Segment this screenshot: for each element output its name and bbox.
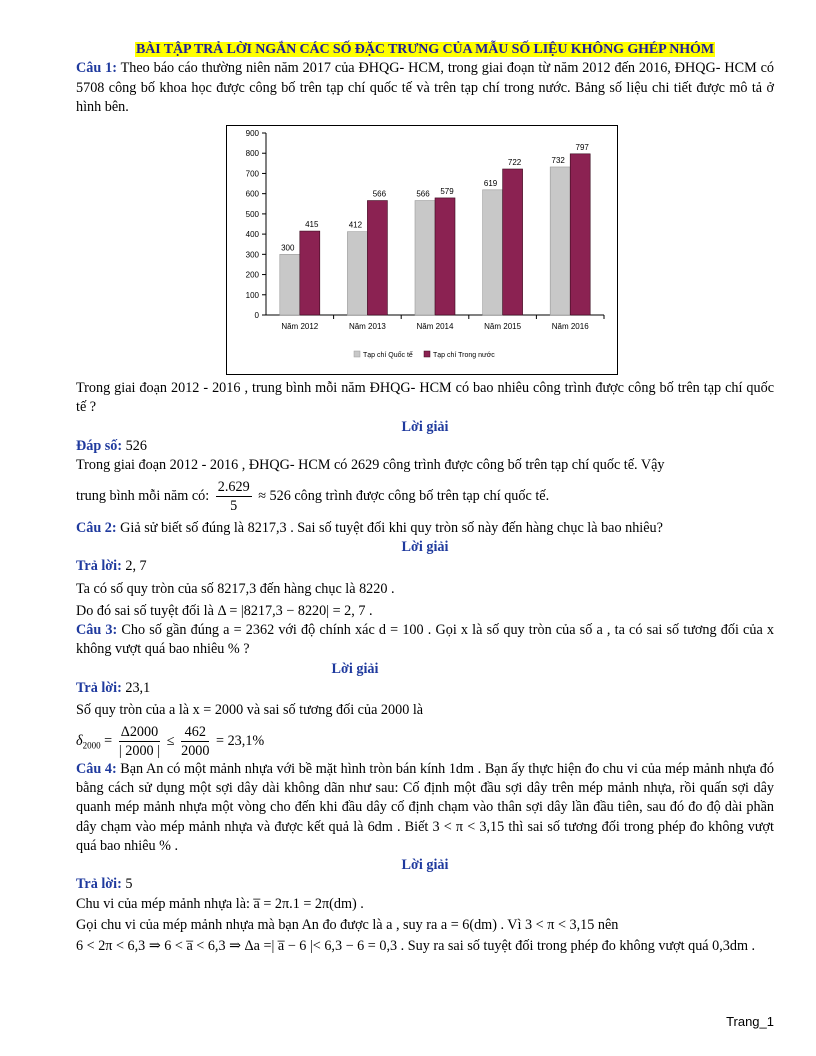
answer-line: [76, 437, 774, 456]
question-text: Theo báo cáo thường niên năm 2017 của ĐHQG- HCM, trong giai đoạn từ năm 2012 đến 2016, ĐHQG- HCM có 5708 công bố khoa học được công bố trên tạp chí quốc tế và trên tạp chí trong nước. Bảng số liệu chi tiết được mô tả ở hình bên.: [76, 60, 774, 115]
question-label: Câu 4:: [76, 760, 117, 777]
bar: [503, 169, 523, 315]
answer-label: Trả lời:: [76, 876, 122, 893]
bar: [367, 201, 387, 315]
bar: [435, 198, 455, 315]
solution-text: Do đó sai số tuyệt đối là Δ = |8217,3 − 8220| = 2, 7 .: [76, 602, 373, 619]
question-text: Cho số gần đúng a = 2362 với độ chính xác d = 100 . Gọi x là số quy tròn của số a , ta có sai số tương đối của x không vượt quá bao nhiêu % ?: [76, 622, 774, 658]
bar: [415, 201, 435, 315]
answer-value: 2, 7: [125, 558, 147, 575]
answer-label: Đáp số:: [76, 438, 123, 455]
solution-text: 6 < 2π < 6,3 ⇒ 6 < a̅ < 6,3 ⇒ Δa =| a̅ − 6 |< 6,3 − 6 = 0,3 . Suy ra sai số tuyệt đối trong phép đo không vượt quá 0,3dm .: [76, 938, 756, 955]
question-1: [76, 59, 774, 117]
bar: [483, 190, 503, 315]
answer-value: 5: [125, 876, 133, 893]
data-label: 566: [372, 189, 387, 199]
y-tick-label: 800: [245, 149, 259, 159]
legend-swatch: [354, 351, 360, 357]
y-tick-label: 0: [254, 311, 259, 321]
question-label: Câu 2:: [76, 519, 117, 536]
question-4: [76, 760, 774, 856]
answer-line: [76, 875, 774, 894]
solution-text: Trong giai đoạn 2012 - 2016 , ĐHQG- HCM có 2629 công trình được công bố trên tạp chí quốc tế. Vậy: [76, 457, 665, 474]
page-footer: Trang_1: [726, 1014, 774, 1029]
solution-text: Gọi chu vi của mép mảnh nhựa mà bạn An đo được là a , suy ra a = 6(dm) . Vì 3 < π < 3,15 nên: [76, 917, 619, 934]
document-page: [76, 40, 774, 957]
solution-formula: $\delta_{2000}$ = $\frac{\Delta 2000}{| 2000 |}$ ≤ $\frac{462}{2000}$ = 23,1%: [76, 723, 265, 759]
bar-chart: [226, 125, 618, 375]
legend-swatch: [424, 351, 430, 357]
fraction: $\frac{\Delta 2000}{| 2000 |}$: [118, 723, 161, 759]
question-text: Giả sử biết số đúng là 8217,3 . Sai số tuyệt đối khi quy tròn số này đến hàng chục là bao nhiêu?: [120, 519, 663, 536]
data-label: 412: [348, 220, 363, 230]
data-label: 300: [281, 243, 295, 253]
fraction: $\frac{462}{2000}$: [181, 723, 210, 759]
solution-heading: Lời giải: [401, 857, 449, 874]
y-tick-label: 200: [245, 270, 259, 280]
x-tick-label: Năm 2015: [484, 322, 522, 332]
solution-text: Ta có số quy tròn của số 8217,3 đến hàng chục là 8220 .: [76, 580, 395, 597]
answer-line: [76, 679, 774, 698]
answer-label: Trả lời:: [76, 680, 122, 697]
question-3: [76, 621, 774, 660]
page-title: BÀI TẬP TRẢ LỜI NGẮN CÁC SỐ ĐẶC TRƯNG CỦA MẪU SỐ LIỆU KHÔNG GHÉP NHÓM: [136, 42, 714, 57]
y-tick-label: 400: [245, 230, 259, 240]
question-label: Câu 1:: [76, 60, 117, 77]
question-text: Bạn An có một mảnh nhựa với bề mặt hình tròn bán kính 1dm . Bạn ấy thực hiện đo chu vi của mép mảnh nhựa đó bằng cách sử dụng một sợi dây dài không dãn như sau: Cố định một đầu sợi dây trên mép mảnh nhựa, rồi quấn sợi dây quanh mép mảnh nhựa một vòng cho đến khi đầu dây cố định chạm vào thân sợi dây lần đầu tiên, sau đó đo độ dài phần dây chạm vào mép mảnh nhựa và được kết quả là 6dm . Biết 3 < π < 3,15 thì sai số tương đối trong phép đo không vượt quá bao nhiêu % .: [76, 760, 774, 854]
y-tick-label: 500: [245, 210, 259, 220]
y-tick-label: 300: [245, 250, 259, 260]
y-tick-label: 600: [245, 189, 259, 199]
data-label: 797: [575, 143, 589, 153]
legend-label: Tạp chí Quốc tế: [363, 352, 413, 360]
solution-heading: Lời giải: [401, 538, 449, 555]
y-tick-label: 900: [245, 129, 259, 139]
bar: [300, 231, 320, 315]
data-label: 732: [551, 156, 565, 166]
question-1-prompt: Trong giai đoạn 2012 - 2016 , trung bình mỗi năm ĐHQG- HCM có bao nhiêu công trình được công bố trên tạp chí quốc tế ?: [76, 380, 774, 416]
data-label: 722: [507, 158, 522, 168]
answer-label: Trả lời:: [76, 558, 122, 575]
data-label: 579: [440, 187, 454, 197]
x-tick-label: Năm 2013: [348, 322, 386, 332]
chart-svg: [226, 125, 618, 375]
answer-value: 23,1: [125, 680, 151, 697]
question-2: [76, 519, 774, 538]
bar: [550, 167, 570, 315]
data-label: 566: [416, 189, 430, 199]
answer-value: 526: [125, 438, 147, 455]
y-tick-label: 700: [245, 169, 259, 179]
y-tick-label: 100: [245, 290, 259, 300]
legend-label: Tạp chí Trong nước: [433, 352, 495, 360]
x-tick-label: Năm 2014: [416, 322, 454, 332]
data-label: 619: [483, 179, 498, 189]
x-tick-label: Năm 2016: [551, 322, 589, 332]
data-label: 415: [305, 220, 319, 230]
x-tick-label: Năm 2012: [281, 322, 319, 332]
answer-line: [76, 557, 774, 576]
solution-heading: Lời giải: [401, 418, 449, 435]
question-label: Câu 3:: [76, 622, 118, 639]
solution-heading: Lời giải: [331, 660, 379, 677]
solution-formula: trung bình mỗi năm có: $\frac{2.629}{5}$ ≈ 526 công trình được công bố trên tạp chí quốc tế.: [76, 478, 550, 514]
solution-text: Số quy tròn của a là x = 2000 và sai số tương đối của 2000 là: [76, 702, 424, 719]
bar: [570, 154, 590, 315]
solution-text: Chu vi của mép mảnh nhựa là: a̅ = 2π.1 = 2π(dm) .: [76, 895, 364, 912]
bar: [347, 232, 367, 315]
bar: [280, 255, 300, 316]
fraction: $\frac{2.629}{5}$: [217, 478, 250, 514]
